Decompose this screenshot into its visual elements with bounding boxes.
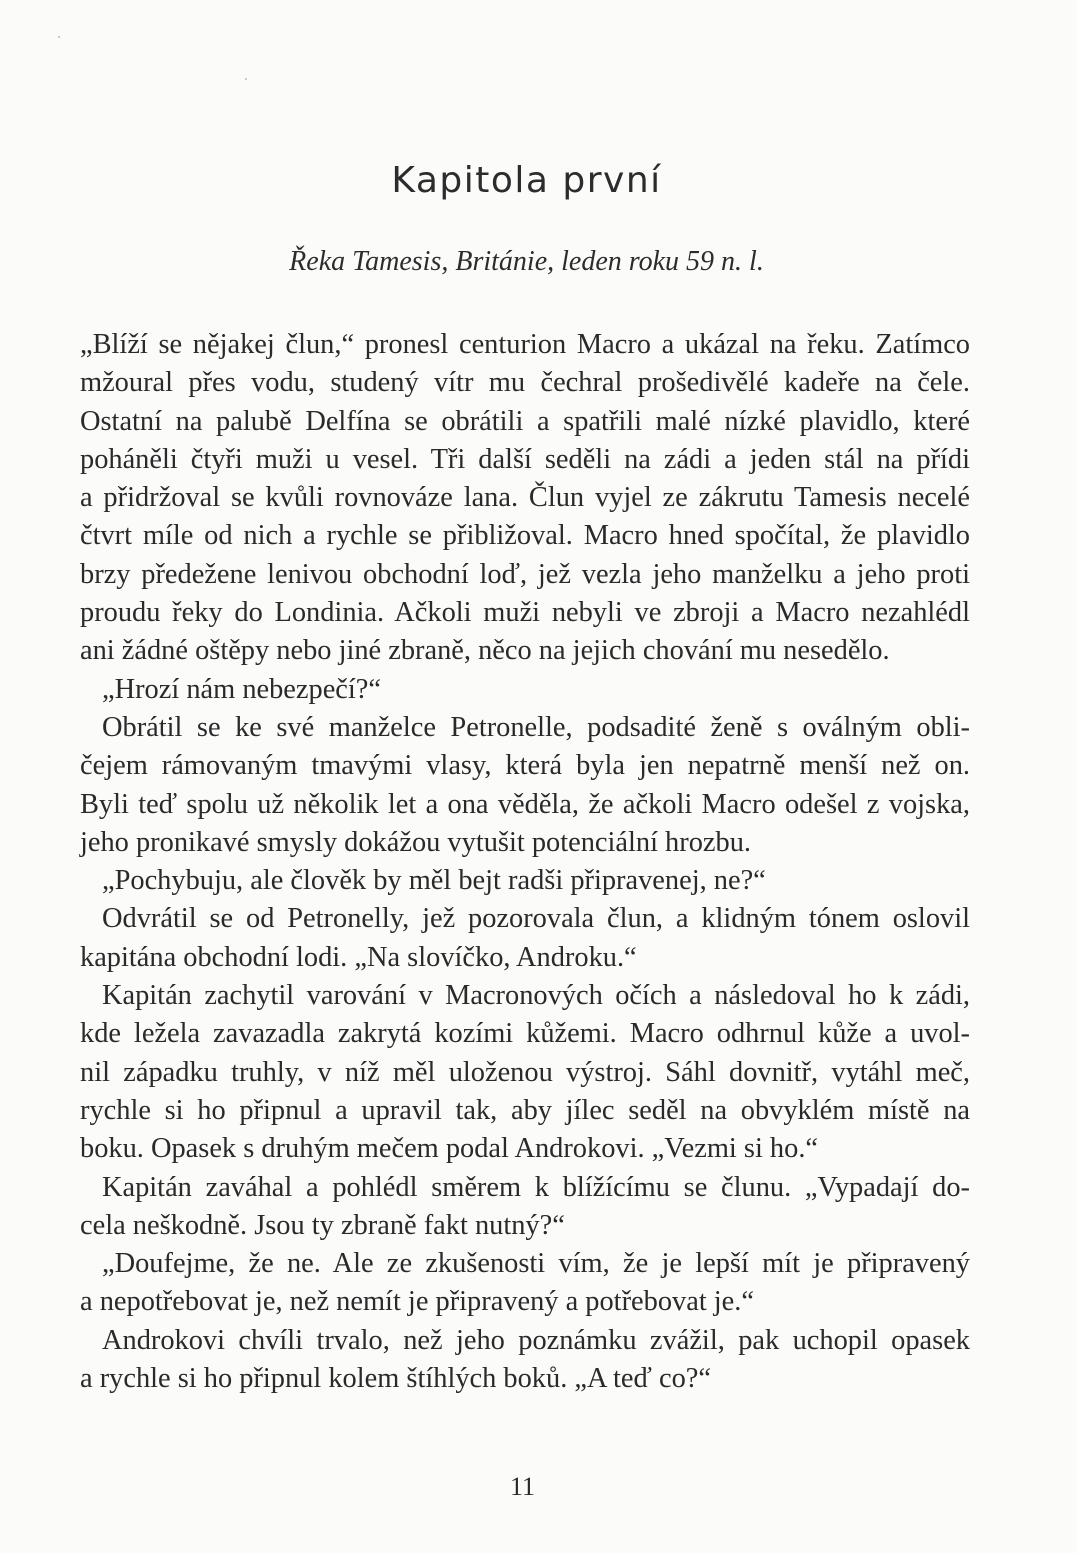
- text-line: a nepotřebovat je, než nemít je připravený a potřebovat je.“: [80, 1286, 754, 1318]
- text-line: kapitána obchodní lodi. „Na slovíčko, Androku.“: [80, 941, 637, 973]
- text-line: proudu řeky do Londinia. Ačkoli muži nebyli ve zbroji a Macro nezahlédl: [80, 597, 970, 629]
- text-line: „Pochybuju, ale člověk by měl bejt radši připravenej, ne?“: [102, 865, 766, 897]
- text-line: „Doufejme, že ne. Ale ze zkušenosti vím, že je lepší mít je připravený: [102, 1248, 970, 1280]
- text-line: rychle si ho připnul a upravil tak, aby jílec seděl na obvyklém místě na: [80, 1094, 970, 1126]
- text-line: a přidržoval se kvůli rovnováze lana. Člun vyjel ze zákrutu Tamesis necelé: [80, 482, 970, 514]
- text-line: čejem rámovaným tmavými vlasy, která byla jen nepatrně menší než on.: [80, 750, 970, 782]
- text-line: poháněli čtyři muži u vesel. Tři další seděli na zádi a jeden stál na přídi: [80, 443, 970, 475]
- text-line: brzy předežene lenivou obchodní loď, jež vezla jeho manželku a jeho proti: [80, 558, 970, 590]
- text-line: „Hrozí nám nebezpečí?“: [102, 673, 381, 705]
- text-line: Kapitán zachytil varování v Macronových očích a následoval ho k zádi,: [102, 980, 970, 1012]
- paper-speck: [58, 36, 60, 38]
- text-line: Androkovi chvíli trvalo, než jeho poznámku zvážil, pak uchopil opasek: [102, 1324, 970, 1356]
- text-line: a rychle si ho připnul kolem štíhlých boků. „A teď co?“: [80, 1363, 711, 1395]
- text-line: Kapitán zaváhal a pohlédl směrem k blížícímu se člunu. „Vypadají do-: [102, 1171, 970, 1203]
- text-line: „Blíží se nějakej člun,“ pronesl centurion Macro a ukázal na řeku. Zatímco: [80, 329, 970, 360]
- paper-speck: [245, 78, 247, 80]
- chapter-location-line: Řeka Tamesis, Británie, leden roku 59 n. l.: [289, 246, 764, 277]
- text-line: Byli teď spolu už několik let a ona věděla, že ačkoli Macro odešel z vojska,: [80, 788, 970, 820]
- page-number: 11: [509, 1472, 536, 1501]
- chapter-title: Kapitola první: [391, 160, 662, 201]
- text-line: cela neškodně. Jsou ty zbraně fakt nutný?“: [80, 1209, 565, 1241]
- text-line: ani žádné oštěpy nebo jiné zbraně, něco na jejich chování mu nesedělo.: [80, 635, 890, 667]
- body-text: [80, 326, 970, 1398]
- text-line: kde ležela zavazadla zakrytá kozími kůžemi. Macro odhrnul kůže a uvol-: [80, 1018, 970, 1050]
- text-line: Ostatní na palubě Delfína se obrátili a spatřili malé nízké plavidlo, které: [80, 405, 970, 437]
- text-line: jeho pronikavé smysly dokážou vytušit potenciální hrozbu.: [80, 826, 751, 858]
- text-line: boku. Opasek s druhým mečem podal Androkovi. „Vezmi si ho.“: [80, 1133, 819, 1165]
- text-line: Obrátil se ke své manželce Petronelle, podsadité ženě s oválným obli-: [102, 711, 970, 743]
- text-line: čtvrt míle od nich a rychle se přibližoval. Macro hned spočítal, že plavidlo: [80, 520, 970, 552]
- text-line: Odvrátil se od Petronelly, jež pozorovala člun, a klidným tónem oslovil: [102, 903, 970, 935]
- text-line: mžoural přes vodu, studený vítr mu čechral prošedivělé kadeře na čele.: [80, 367, 970, 399]
- text-line: nil západku truhly, v níž měl uloženou výstroj. Sáhl dovnitř, vytáhl meč,: [80, 1056, 970, 1088]
